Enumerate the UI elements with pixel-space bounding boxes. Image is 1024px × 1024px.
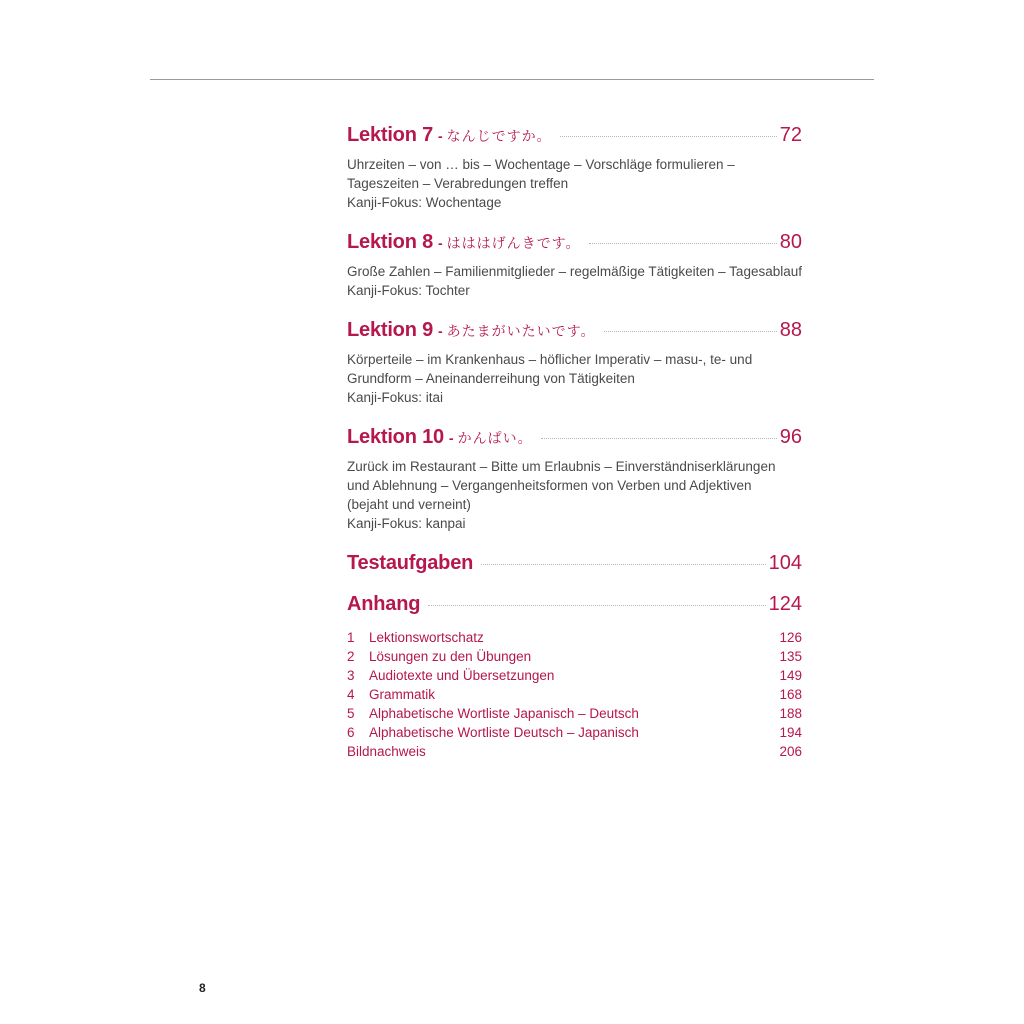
appendix-item-number: 2 xyxy=(347,649,355,664)
lesson-title: Lektion 8 xyxy=(347,231,433,253)
description-line: Tageszeiten – Verabredungen treffen xyxy=(347,176,569,191)
appendix-item-label: Lektionswortschatz xyxy=(369,630,484,645)
appendix-item-number: 6 xyxy=(347,725,355,740)
dot-leader xyxy=(428,605,765,606)
toc-heading-row[interactable] xyxy=(347,231,802,254)
appendix-list xyxy=(347,628,802,761)
lesson-description xyxy=(347,262,802,300)
lesson-description xyxy=(347,350,802,407)
lesson-page-number: 80 xyxy=(779,231,802,253)
toc-entry-lektion-8 xyxy=(347,231,802,300)
dot-leader xyxy=(560,136,777,137)
appendix-item-page: 149 xyxy=(779,668,802,683)
title-separator: - xyxy=(438,323,443,339)
description-line: Uhrzeiten – von … bis – Wochentage – Vorschläge formulieren – xyxy=(347,157,735,172)
page-number: 8 xyxy=(199,981,206,995)
description-line: und Ablehnung – Vergangenheitsformen von Verben und Adjektiven xyxy=(347,478,752,493)
description-line: Zurück im Restaurant – Bitte um Erlaubnis – Einverständniserklärungen xyxy=(347,459,776,474)
appendix-item-page: 135 xyxy=(779,649,802,664)
toc-heading-row[interactable] xyxy=(347,426,802,449)
appendix-item-number: 1 xyxy=(347,630,355,645)
appendix-item-page: 194 xyxy=(779,725,802,740)
dot-leader xyxy=(481,564,765,565)
title-separator: - xyxy=(438,235,443,251)
appendix-item-page: 206 xyxy=(779,744,802,759)
title-separator: - xyxy=(438,128,443,144)
appendix-item-label: Alphabetische Wortliste Deutsch – Japanisch xyxy=(369,725,639,740)
section-title: Testaufgaben xyxy=(347,552,474,574)
top-rule xyxy=(150,79,874,80)
appendix-item[interactable] xyxy=(347,666,802,685)
lesson-subtitle: はははげんきです。 xyxy=(446,236,581,252)
kanji-focus-line: Kanji-Fokus: Tochter xyxy=(347,283,470,298)
appendix-item[interactable] xyxy=(347,704,802,723)
lesson-description xyxy=(347,155,802,212)
appendix-item-page: 126 xyxy=(779,630,802,645)
table-of-contents xyxy=(347,124,802,761)
section-title: Anhang xyxy=(347,593,421,615)
appendix-item[interactable] xyxy=(347,628,802,647)
appendix-item[interactable] xyxy=(347,723,802,742)
appendix-item-label: Alphabetische Wortliste Japanisch – Deutsch xyxy=(369,706,639,721)
appendix-item-number: 3 xyxy=(347,668,355,683)
appendix-item-label: Bildnachweis xyxy=(347,744,426,759)
lesson-page-number: 96 xyxy=(779,426,802,448)
appendix-item-label: Lösungen zu den Übungen xyxy=(369,649,532,664)
lesson-subtitle: かんぱい。 xyxy=(457,431,533,447)
section-page-number: 104 xyxy=(768,552,802,574)
appendix-item[interactable] xyxy=(347,647,802,666)
section-page-number: 124 xyxy=(768,593,802,615)
appendix-item-label: Audiotexte und Übersetzungen xyxy=(369,668,555,683)
lesson-title: Lektion 10 xyxy=(347,426,444,448)
title-separator: - xyxy=(448,430,454,446)
appendix-item-number: 5 xyxy=(347,706,355,721)
dot-leader xyxy=(541,438,777,439)
appendix-item-page: 188 xyxy=(779,706,802,721)
lesson-subtitle: なんじですか。 xyxy=(446,129,552,145)
toc-entry-testaufgaben[interactable] xyxy=(347,552,802,575)
toc-heading-row[interactable] xyxy=(347,319,802,342)
toc-heading-row[interactable] xyxy=(347,124,802,147)
appendix-item-label: Grammatik xyxy=(369,687,436,702)
kanji-focus-line: Kanji-Fokus: Wochentage xyxy=(347,195,502,210)
appendix-item-page: 168 xyxy=(779,687,802,702)
description-line: Körperteile – im Krankenhaus – höflicher Imperativ – masu-, te- und xyxy=(347,352,753,367)
dot-leader xyxy=(589,243,777,244)
toc-entry-lektion-9 xyxy=(347,319,802,407)
appendix-item-number: 4 xyxy=(347,687,355,702)
kanji-focus-line: Kanji-Fokus: kanpai xyxy=(347,516,466,531)
lesson-subtitle: あたまがいたいです。 xyxy=(446,324,596,340)
toc-entry-lektion-7 xyxy=(347,124,802,212)
lesson-title: Lektion 9 xyxy=(347,319,433,341)
description-line: Große Zahlen – Familienmitglieder – regelmäßige Tätigkeiten – Tagesablauf xyxy=(347,264,802,279)
lesson-page-number: 88 xyxy=(779,319,802,341)
toc-entry-lektion-10 xyxy=(347,426,802,533)
description-line: (bejaht und verneint) xyxy=(347,497,471,512)
lesson-page-number: 72 xyxy=(779,124,802,146)
description-line: Grundform – Aneinanderreihung von Tätigkeiten xyxy=(347,371,635,386)
appendix-item[interactable] xyxy=(347,742,802,761)
lesson-description xyxy=(347,457,802,533)
lesson-title: Lektion 7 xyxy=(347,124,433,146)
dot-leader xyxy=(604,331,777,332)
kanji-focus-line: Kanji-Fokus: itai xyxy=(347,390,444,405)
appendix-item[interactable] xyxy=(347,685,802,704)
toc-entry-anhang[interactable] xyxy=(347,593,802,616)
